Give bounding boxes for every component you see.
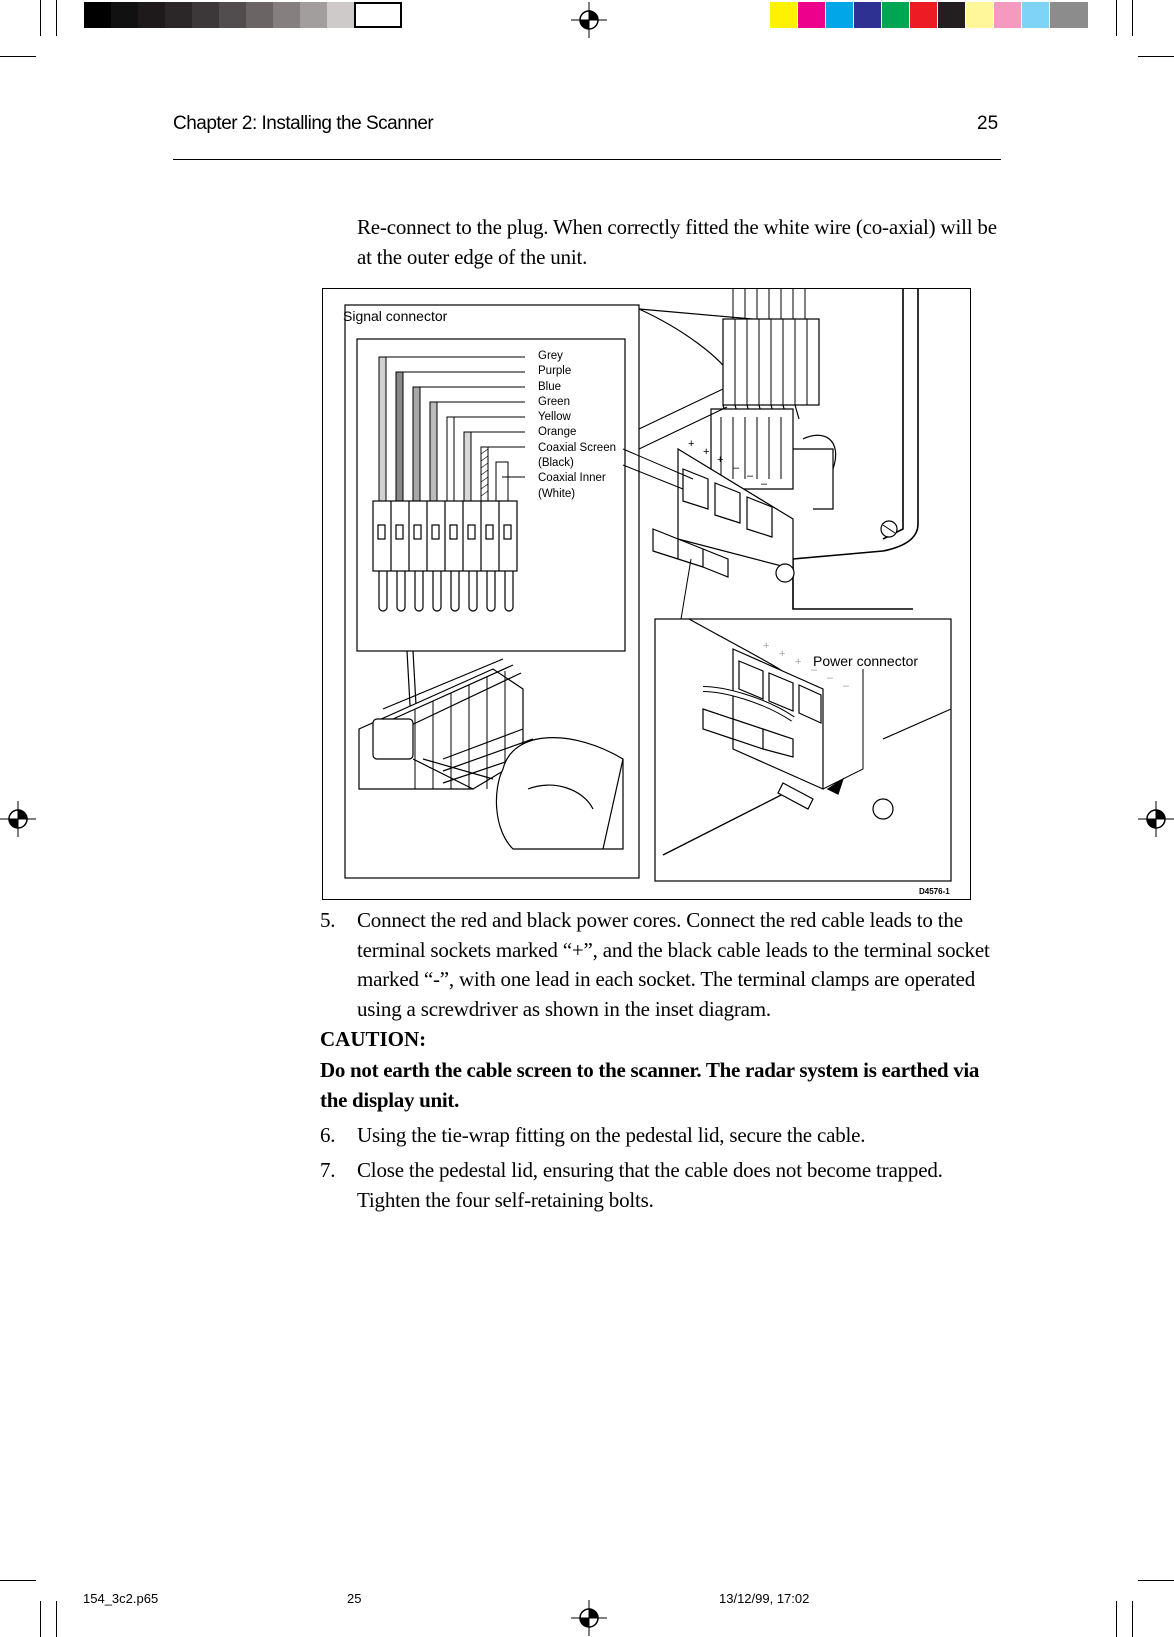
signal-plug [373,501,517,571]
svg-text:+: + [763,640,770,652]
svg-text:–: – [761,478,768,490]
wire-label: (White) [538,487,576,500]
svg-text:+: + [703,446,710,458]
wire-label: Green [538,395,570,408]
color-swatch [1050,2,1088,28]
page-number: 25 [977,113,999,134]
step-text: Connect the red and black power cores. Connect the red cable leads to the terminal sockets marked “+”, and the black cable leads to the terminal socket marked “-”, with one lead in each socket. The terminal clamps are operated using a screwdriver as shown in the inset diagram. [357,908,990,1021]
caution-body: Do not earth the cable screen to the scanner. The radar system is earthed via the display unit. [320,1058,980,1112]
svg-text:+: + [779,648,786,660]
wire-label: Blue [538,380,562,393]
connector-diagram [322,288,971,900]
svg-text:–: – [827,672,834,684]
wire-label: Coaxial Inner [538,472,606,485]
gray-swatch [300,2,327,28]
intro-paragraph: Re-connect to the plug. When correctly fitted the white wire (co-axial) will be at the outer edge of the unit. [357,215,997,269]
figure-id: D4576-1 [919,887,950,896]
wire-color-legend [538,349,616,502]
slug-filename: 154_3c2.p65 [83,1591,159,1606]
color-swatch [798,2,825,28]
color-swatch [882,2,909,28]
svg-text:–: – [733,462,740,474]
step-7 [320,1156,1000,1216]
connector-illustration [323,289,970,899]
scanner-pedestal-drawing [623,289,918,619]
color-swatch [826,2,853,28]
wire-label: Orange [538,426,577,439]
gray-swatch [192,2,219,28]
gray-swatch [354,2,402,28]
registration-mark-icon [571,2,607,38]
signal-connector-label: Signal connector [343,308,448,324]
step-5 [320,906,1000,1026]
step-number: 6. [320,1123,336,1147]
color-swatch [910,2,937,28]
registration-mark-icon [571,1600,607,1636]
slug-date: 13/12/99, 17:02 [719,1591,810,1606]
color-swatch [770,2,797,28]
svg-text:+: + [688,438,695,450]
svg-text:+: + [717,454,724,466]
step-text: Using the tie-wrap fitting on the pedestal lid, secure the cable. [357,1123,866,1147]
gray-swatch [84,2,111,28]
running-header-title: Chapter 2: Installing the Scanner [173,113,434,134]
caution-title: CAUTION: [320,1027,427,1051]
wire-label: Purple [538,365,572,378]
slug-page: 25 [347,1591,362,1606]
step-6 [320,1121,1000,1151]
svg-text:–: – [747,470,754,482]
gray-swatch [219,2,246,28]
color-swatch [966,2,993,28]
registration-mark-icon [0,801,36,837]
svg-text:–: – [843,680,850,692]
color-swatch [1022,2,1049,28]
wire-label: (Black) [538,457,574,470]
wire-label: Yellow [538,411,571,424]
registration-mark-icon [1138,801,1174,837]
gray-swatch [246,2,273,28]
gray-swatch [273,2,300,28]
svg-text:–: – [811,664,818,676]
step-text: Close the pedestal lid, ensuring that the cable does not become trapped. Tighten the four self-retaining bolts. [357,1158,943,1212]
gray-swatch [327,2,354,28]
wire-label: Coaxial Screen [538,441,616,454]
header-rule [173,159,1001,160]
color-swatch [854,2,881,28]
power-connector-label: Power connector [813,653,919,669]
svg-text:+: + [795,656,802,668]
step-number: 7. [320,1158,336,1182]
color-swatch [994,2,1021,28]
gray-swatch [165,2,192,28]
wire-label: Grey [538,350,563,362]
gray-swatch [111,2,138,28]
color-swatch [938,2,965,28]
gray-swatch [138,2,165,28]
step-number: 5. [320,908,336,932]
